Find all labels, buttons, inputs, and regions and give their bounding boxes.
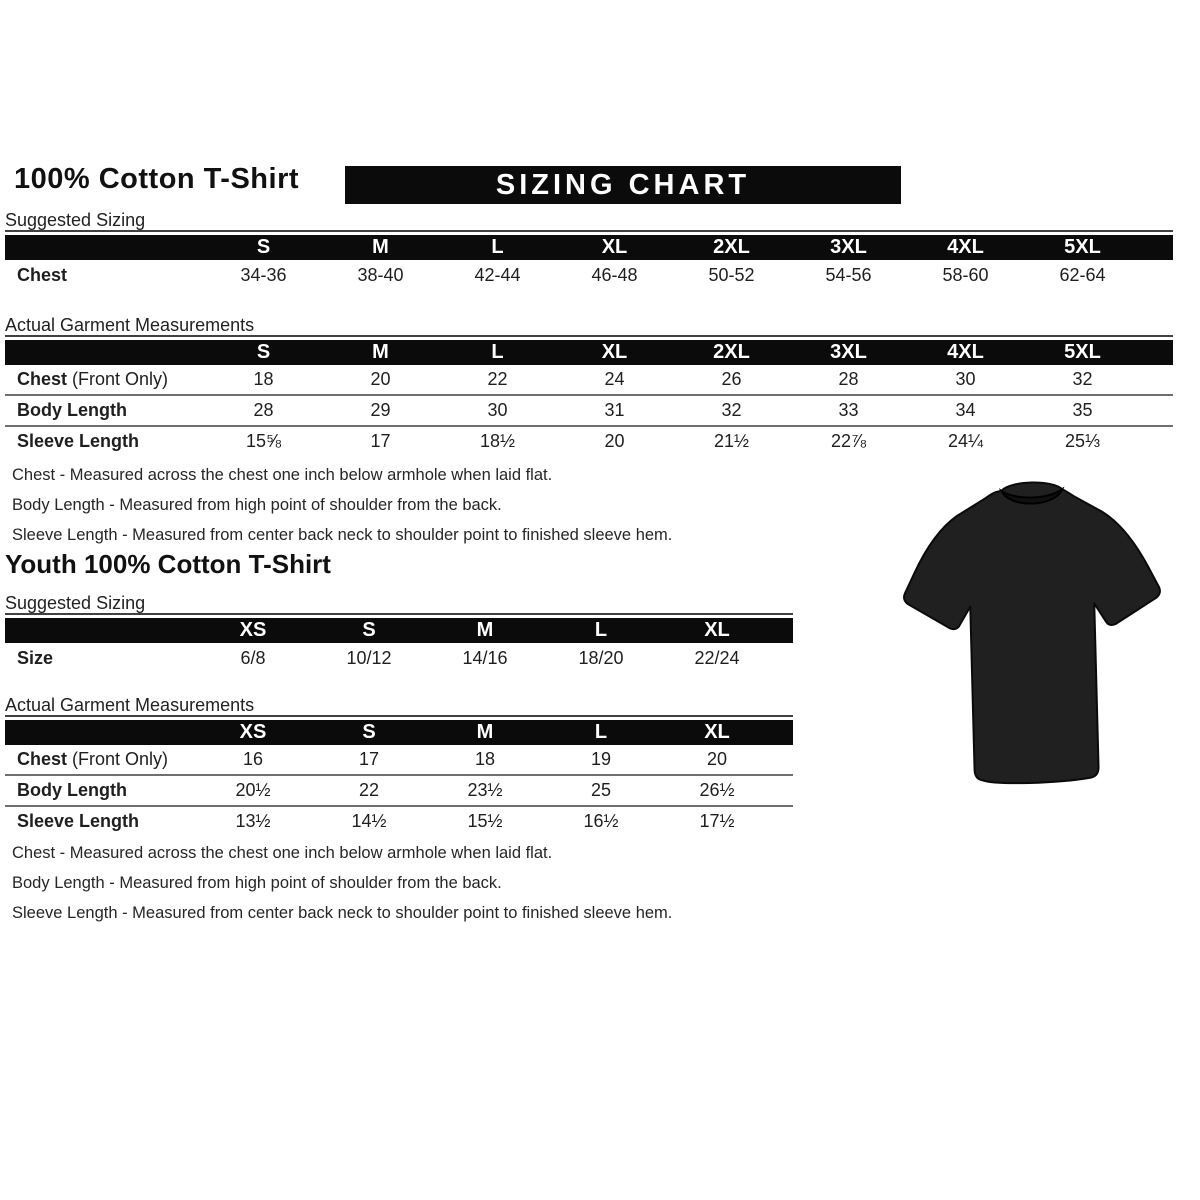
table-cell: 14/16 xyxy=(462,648,508,668)
table-row-chest xyxy=(5,365,1173,394)
table-row-sleeve-length xyxy=(5,805,793,836)
table-cell: 22⅞ xyxy=(830,431,867,451)
table-cell: 33 xyxy=(838,400,859,420)
youth-title: Youth 100% Cotton T-Shirt xyxy=(5,549,331,579)
note-chest: Chest - Measured across the chest one inch below armhole when laid flat. xyxy=(12,466,553,484)
column-header-l: L xyxy=(594,619,608,641)
table-cell: 22 xyxy=(487,369,508,389)
table-cell: 24 xyxy=(604,369,625,389)
table-cell: 26½ xyxy=(699,780,735,800)
page-title: 100% Cotton T-Shirt xyxy=(14,163,300,195)
table-cell: 21½ xyxy=(713,431,750,451)
column-header-m: M xyxy=(476,721,494,743)
table-cell: 20 xyxy=(706,749,728,769)
sizing-chart-banner xyxy=(345,166,901,204)
adult-actual-measurements-table xyxy=(5,335,1173,456)
column-header-4xl: 4XL xyxy=(947,341,984,363)
youth-suggested-sizing-table xyxy=(5,613,793,674)
column-header-xl: XL xyxy=(601,341,628,363)
column-header-5xl: 5XL xyxy=(1064,341,1101,363)
table-cell: 18/20 xyxy=(578,648,624,668)
column-header-3xl: 3XL xyxy=(830,341,867,363)
table-cell: 17½ xyxy=(699,811,735,831)
divider-line xyxy=(5,613,793,615)
table-cell: 34 xyxy=(955,400,976,420)
adult-actual-header-row xyxy=(5,340,1173,365)
youth-actual-measurements-label: Actual Garment Measurements xyxy=(5,695,255,715)
table-cell: 23½ xyxy=(467,780,503,800)
youth-actual-header-row xyxy=(5,720,793,745)
table-row-body-length xyxy=(5,394,1173,425)
adult-measurement-notes xyxy=(12,460,672,550)
note-body: Body Length - Measured from high point of shoulder from the back. xyxy=(12,874,502,892)
column-header-xs: XS xyxy=(239,619,267,641)
table-cell: 13½ xyxy=(235,811,271,831)
column-header-4xl: 4XL xyxy=(947,236,984,258)
column-header-xl: XL xyxy=(601,236,628,258)
note-body: Body Length - Measured from high point of shoulder from the back. xyxy=(12,496,502,514)
adult-suggested-header-row xyxy=(5,235,1173,260)
table-cell: 32 xyxy=(721,400,742,420)
table-cell: 20 xyxy=(370,369,391,389)
table-cell: 62-64 xyxy=(1059,265,1106,285)
table-cell: 34-36 xyxy=(240,265,287,285)
column-header-s: S xyxy=(256,341,271,363)
table-cell: 20½ xyxy=(235,780,271,800)
column-header-m: M xyxy=(372,236,389,258)
table-cell: 24¼ xyxy=(947,431,984,451)
row-label: Chest (Front Only) xyxy=(17,369,169,389)
youth-suggested-sizing-label: Suggested Sizing xyxy=(5,593,146,613)
divider-line xyxy=(5,715,793,717)
table-cell: 15½ xyxy=(467,811,503,831)
divider-line xyxy=(5,335,1173,337)
table-cell: 38-40 xyxy=(357,265,404,285)
row-label: Size xyxy=(17,648,54,668)
table-cell: 19 xyxy=(590,749,612,769)
table-cell: 17 xyxy=(370,431,391,451)
column-header-s: S xyxy=(256,236,271,258)
table-row xyxy=(5,260,1173,291)
column-header-3xl: 3XL xyxy=(830,236,867,258)
row-label: Body Length xyxy=(17,400,127,420)
column-header-l: L xyxy=(491,341,504,363)
column-header-xs: XS xyxy=(239,721,267,743)
table-cell: 25 xyxy=(590,780,612,800)
column-header-m: M xyxy=(372,341,389,363)
table-cell: 30 xyxy=(487,400,508,420)
row-label: Chest xyxy=(17,265,68,285)
column-header-s: S xyxy=(362,721,376,743)
table-cell: 10/12 xyxy=(346,648,392,668)
table-cell: 16½ xyxy=(583,811,619,831)
table-cell: 50-52 xyxy=(708,265,755,285)
row-label: Body Length xyxy=(17,780,127,800)
table-row-chest xyxy=(5,745,793,774)
table-cell: 6/8 xyxy=(240,648,266,668)
column-header-2xl: 2XL xyxy=(713,236,750,258)
table-cell: 17 xyxy=(358,749,380,769)
table-cell: 28 xyxy=(253,400,274,420)
table-cell: 18 xyxy=(253,369,274,389)
column-header-2xl: 2XL xyxy=(713,341,750,363)
table-cell: 18½ xyxy=(479,431,516,451)
table-cell: 32 xyxy=(1072,369,1093,389)
adult-actual-measurements-label: Actual Garment Measurements xyxy=(5,315,255,335)
youth-actual-measurements-table xyxy=(5,715,793,836)
row-label: Chest (Front Only) xyxy=(17,749,169,769)
column-header-l: L xyxy=(594,721,608,743)
table-cell: 54-56 xyxy=(825,265,872,285)
black-tshirt-photo xyxy=(893,468,1178,818)
table-row-size xyxy=(5,643,793,674)
sizing-chart-banner-text: SIZING CHART xyxy=(495,168,751,201)
table-cell: 22/24 xyxy=(694,648,740,668)
column-header-5xl: 5XL xyxy=(1064,236,1101,258)
row-label: Sleeve Length xyxy=(17,431,140,451)
note-sleeve: Sleeve Length - Measured from center back neck to shoulder point to finished sleeve hem. xyxy=(12,526,673,544)
table-cell: 28 xyxy=(838,369,859,389)
table-cell: 29 xyxy=(370,400,391,420)
table-cell: 16 xyxy=(242,749,264,769)
adult-suggested-sizing-label: Suggested Sizing xyxy=(5,210,146,230)
column-header-m: M xyxy=(476,619,494,641)
table-cell: 18 xyxy=(474,749,496,769)
table-row-sleeve-length xyxy=(5,425,1173,456)
table-cell: 46-48 xyxy=(591,265,638,285)
table-cell: 35 xyxy=(1072,400,1093,420)
divider-line xyxy=(5,230,1173,232)
note-chest: Chest - Measured across the chest one inch below armhole when laid flat. xyxy=(12,844,553,862)
column-header-xl: XL xyxy=(704,721,730,743)
column-header-s: S xyxy=(362,619,376,641)
table-cell: 20 xyxy=(604,431,625,451)
table-cell: 58-60 xyxy=(942,265,989,285)
youth-suggested-header-row xyxy=(5,618,793,643)
table-cell: 14½ xyxy=(351,811,387,831)
table-cell: 22 xyxy=(358,780,380,800)
table-cell: 30 xyxy=(955,369,976,389)
table-cell: 15⅝ xyxy=(245,431,282,451)
table-cell: 25⅓ xyxy=(1064,431,1101,451)
row-label: Sleeve Length xyxy=(17,811,140,831)
tshirt-illustration xyxy=(893,468,1178,818)
note-sleeve: Sleeve Length - Measured from center back neck to shoulder point to finished sleeve hem. xyxy=(12,904,673,922)
adult-suggested-sizing-table xyxy=(5,230,1173,291)
table-cell: 26 xyxy=(721,369,742,389)
table-cell: 31 xyxy=(604,400,625,420)
table-cell: 42-44 xyxy=(474,265,521,285)
table-row-body-length xyxy=(5,774,793,805)
youth-measurement-notes xyxy=(12,838,672,928)
column-header-l: L xyxy=(491,236,504,258)
column-header-xl: XL xyxy=(704,619,730,641)
